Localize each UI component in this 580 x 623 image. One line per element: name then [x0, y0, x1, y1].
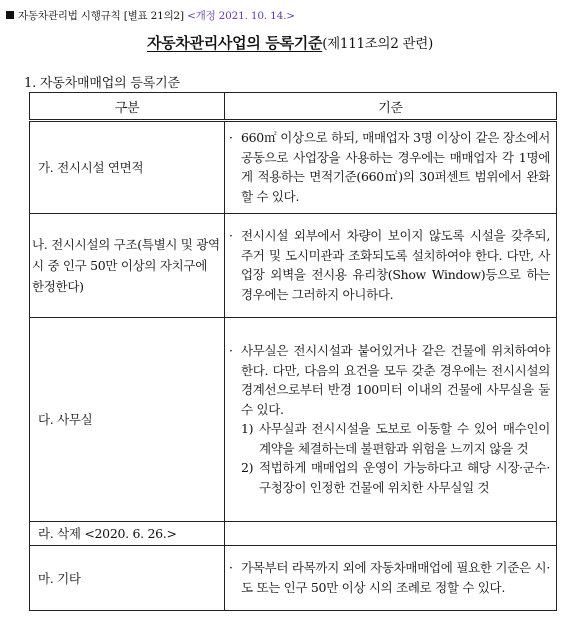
- document-header: [6, 8, 295, 23]
- table-header-row: [30, 93, 557, 121]
- table-row: [30, 214, 557, 318]
- table-row: [30, 121, 557, 214]
- table-row: [30, 522, 557, 546]
- header-category: 구분: [30, 93, 225, 121]
- square-bullet-icon: [6, 11, 14, 19]
- law-name: 자동차관리법 시행규칙: [18, 10, 121, 22]
- table-row: [30, 546, 557, 611]
- title-main: 자동차관리사업의 등록기준: [146, 34, 323, 52]
- row-label: 나. 전시시설의 구조(특별시 및 광역시 중 인구 50만 이상의 자치구에 한정한다): [30, 214, 225, 318]
- row-label: 마. 기타: [30, 546, 225, 611]
- row-criteria: [225, 121, 557, 214]
- criteria-item: · 660㎡ 이상으로 하되, 매매업자 3명 이상이 같은 장소에서 공동으로 사업장을 사용하는 경우에는 매매업자 각 1명에게 적용하는 면적기준(660㎡)의 30퍼센트 범위에서 완화할 수 있다.: [229, 130, 550, 204]
- criteria-item: · 가목부터 라목까지 외에 자동차매매업에 필요한 기준은 시·도 또는 인구 50만 이상 시의 조례로 정할 수 있다.: [229, 560, 550, 595]
- criteria-item: · 전시시설 외부에서 차량이 보이지 않도록 시설을 갖추되, 주거 및 도시미관과 조화되도록 설치하여야 한다. 다만, 사업장 외벽을 전시용 유리창(Show Window)등으로 하는 경우에는 그러하지 아니하다.: [229, 228, 550, 302]
- criteria-sub-item: 2) 적법하게 매매업의 운영이 가능하다고 해당 시장·군수·구청장이 인정한 건물에 위치한 사무실일 것: [241, 460, 550, 495]
- page-title: [0, 32, 580, 53]
- revision-date: <개정 2021. 10. 14.>: [187, 10, 295, 22]
- row-label: 가. 전시시설 연면적: [30, 121, 225, 214]
- annex-number: [별표 21의2]: [123, 10, 184, 22]
- table-row: [30, 318, 557, 522]
- section-heading: 1. 자동차매매업의 등록기준: [24, 76, 180, 91]
- criteria-sub-item: 1) 사무실과 전시시설을 도보로 이동할 수 있어 매수인이 계약을 체결하는데 불편함과 위험을 느끼지 않을 것: [241, 421, 550, 456]
- row-criteria: [225, 546, 557, 611]
- registration-criteria-table: [29, 92, 557, 611]
- row-criteria: [225, 318, 557, 522]
- title-sub: (제111조의2 관련): [322, 36, 433, 52]
- row-criteria: [225, 214, 557, 318]
- row-label: 다. 사무실: [30, 318, 225, 522]
- row-criteria: [225, 522, 557, 546]
- header-criteria: 기준: [225, 93, 557, 121]
- row-label: 라. 삭제 <2020. 6. 26.>: [30, 522, 225, 546]
- criteria-item: · 사무실은 전시시설과 붙어있거나 같은 건물에 위치하여야 한다. 다만, 다음의 요건을 모두 갖춘 경우에는 전시시설의 경계선으로부터 반경 100미터 이내의 건물에 사무실을 둘 수 있다.: [229, 343, 550, 417]
